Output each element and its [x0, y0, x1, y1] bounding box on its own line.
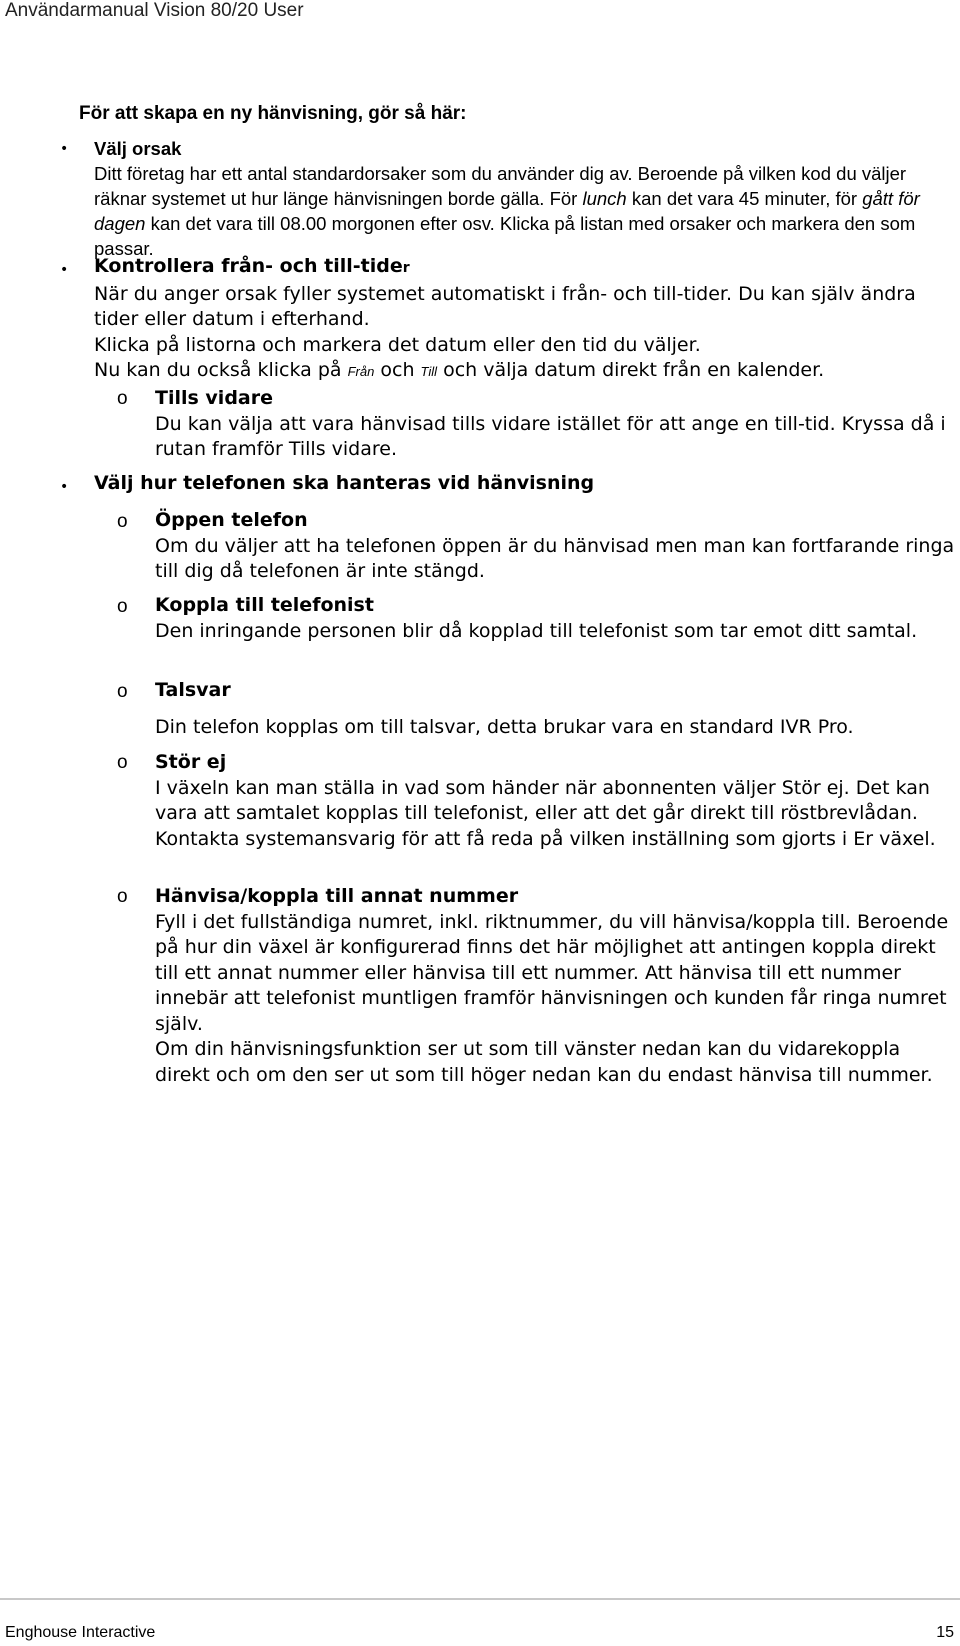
option-hanvisa-nummer [155, 884, 955, 1088]
section-text: Nu kan du också klicka på Från och Till och välja datum direkt från en kalender. [94, 359, 825, 381]
open-bullet: o [117, 511, 128, 532]
open-bullet: o [117, 752, 128, 773]
option-text: Din telefon kopplas om till talsvar, detta brukar vara en standard IVR Pro. [155, 715, 854, 738]
option-title: Talsvar [155, 679, 231, 701]
section-title: Kontrollera från- och till-tider [94, 255, 410, 277]
page-header: Användarmanual Vision 80/20 User [5, 0, 304, 21]
option-text: I växeln kan man ställa in vad som händer när abonnenten väljer Stör ej. Det kan vara att samtalet kopplas till telefonist, eller att det går direkt till röstbrevlådan. Kontakta systemansvarig för att få reda på vilken inställning som gjorts i Er växel. [155, 776, 936, 850]
section-text: Du kan välja att vara hänvisad tills vidare istället för att ange en till-tid. Kryssa då i rutan framför Tills vidare. [155, 412, 946, 460]
open-bullet: o [117, 681, 128, 702]
option-oppen-telefon [155, 508, 955, 585]
option-stor-ej [155, 750, 955, 852]
section-kontrollera [94, 254, 954, 385]
bullet: • [60, 479, 69, 495]
section-tills-vidare [155, 386, 955, 463]
page-number: 15 [936, 1624, 954, 1641]
option-talsvar [155, 678, 955, 740]
option-text: Den inringande personen blir då kopplad till telefonist som tar emot ditt samtal. [155, 619, 918, 642]
bullet: • [60, 141, 69, 157]
section-title: Tills vidare [155, 387, 273, 409]
option-title: Stör ej [155, 751, 227, 773]
footer-divider [0, 1598, 960, 1600]
footer-company: Enghouse Interactive [5, 1624, 156, 1641]
section-text: När du anger orsak fyller systemet automatiskt i från- och till-tider. Du kan själv ändra tider eller datum i efterhand. [94, 282, 916, 330]
option-title: Hänvisa/koppla till annat nummer [155, 885, 519, 907]
section-title: Välj orsak [94, 138, 182, 159]
option-koppla-telefonist [155, 593, 955, 644]
lead-heading: För att skapa en ny hänvisning, gör så här: [79, 103, 467, 124]
section-title: Välj hur telefonen ska hanteras vid hänvisning [94, 472, 595, 494]
option-text: Om din hänvisningsfunktion ser ut som till vänster nedan kan du vidarekoppla direkt och om den ser ut som till höger nedan kan du endast hänvisa till nummer. [155, 1038, 933, 1086]
section-text: Klicka på listorna och markera det datum eller den tid du väljer. [94, 333, 701, 356]
bullet: • [60, 262, 69, 278]
option-title: Koppla till telefonist [155, 594, 374, 616]
section-valj-orsak [94, 136, 954, 261]
open-bullet: o [117, 596, 128, 617]
option-text: Fyll i det fullständiga numret, inkl. riktnummer, du vill hänvisa/koppla till. Beroende på hur din växel är konfigurerad finns det här möjlighet att antingen koppla direkt till ett annat nummer eller hänvisa till ett nummer. Att hänvisa till ett nummer innebär att telefonist muntligen framför hänvisningen och kunden får ringa numret själv. [155, 910, 949, 1035]
option-title: Öppen telefon [155, 509, 308, 531]
section-telefonen [94, 471, 954, 497]
option-text: Om du väljer att ha telefonen öppen är du hänvisad men man kan fortfarande ringa till dig då telefonen är inte stängd. [155, 534, 955, 582]
open-bullet: o [117, 388, 128, 409]
open-bullet: o [117, 886, 128, 907]
section-text: Ditt företag har ett antal standardorsaker som du använder dig av. Beroende på vilken kod du väljer räknar systemet ut hur länge hänvisningen borde gälla. För lunch kan det vara 45 minuter, för gått för dagen kan det vara till 08.00 morgonen efter osv. Klicka på listan med orsaker och markera den som passar. [94, 163, 920, 259]
